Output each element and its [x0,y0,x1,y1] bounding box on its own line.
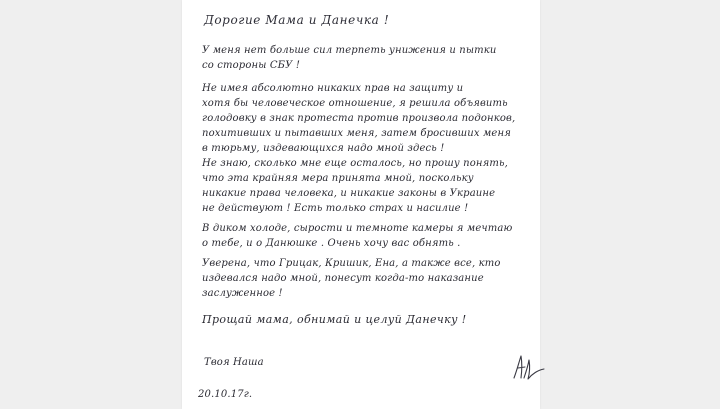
letter-line: хотя бы человеческое отношение, я решила объявить [202,98,508,109]
letter-date: 20.10.17г. [198,389,253,400]
letter-line: Уверена, что Грицак, Кришик, Ена, а также все, кто [202,258,501,269]
letter-line: У меня нет больше сил терпеть унижения и пытки [202,45,497,56]
letter-line: голодовку в знак протеста против произвола подонков, [202,113,516,124]
letter-line: что эта крайняя мера принята мной, поскольку [202,173,474,184]
letter-farewell: Прощай мама, обнимай и целуй Данечку ! [202,313,467,326]
letter-line: о тебе, и о Данюшке . Очень хочу вас обнять . [202,238,461,249]
letter-page [182,0,540,409]
letter-line: никакие права человека, и никакие законы в Украине [202,188,496,199]
letter-line: не действуют ! Есть только страх и насилие ! [202,203,469,214]
letter-line: Не знаю, сколько мне еще осталось, но прошу понять, [202,158,508,169]
letter-greeting: Дорогие Мама и Данечка ! [204,13,390,27]
letter-line: в тюрьму, издевающихся надо мной здесь ! [202,143,445,154]
letter-line: В диком холоде, сырости и темноте камеры я мечтаю [202,223,513,234]
letter-line: со стороны СБУ ! [202,60,301,71]
letter-line: заслуженное ! [202,288,283,299]
letter-line: Не имея абсолютно никаких прав на защиту и [202,83,464,94]
letter-line: похитивших и пытавших меня, затем бросивших меня [202,128,512,139]
letter-line: издевался надо мной, понесут когда-то наказание [202,273,484,284]
handwritten-signature [508,352,548,382]
letter-signoff: Твоя Наша [204,357,264,368]
